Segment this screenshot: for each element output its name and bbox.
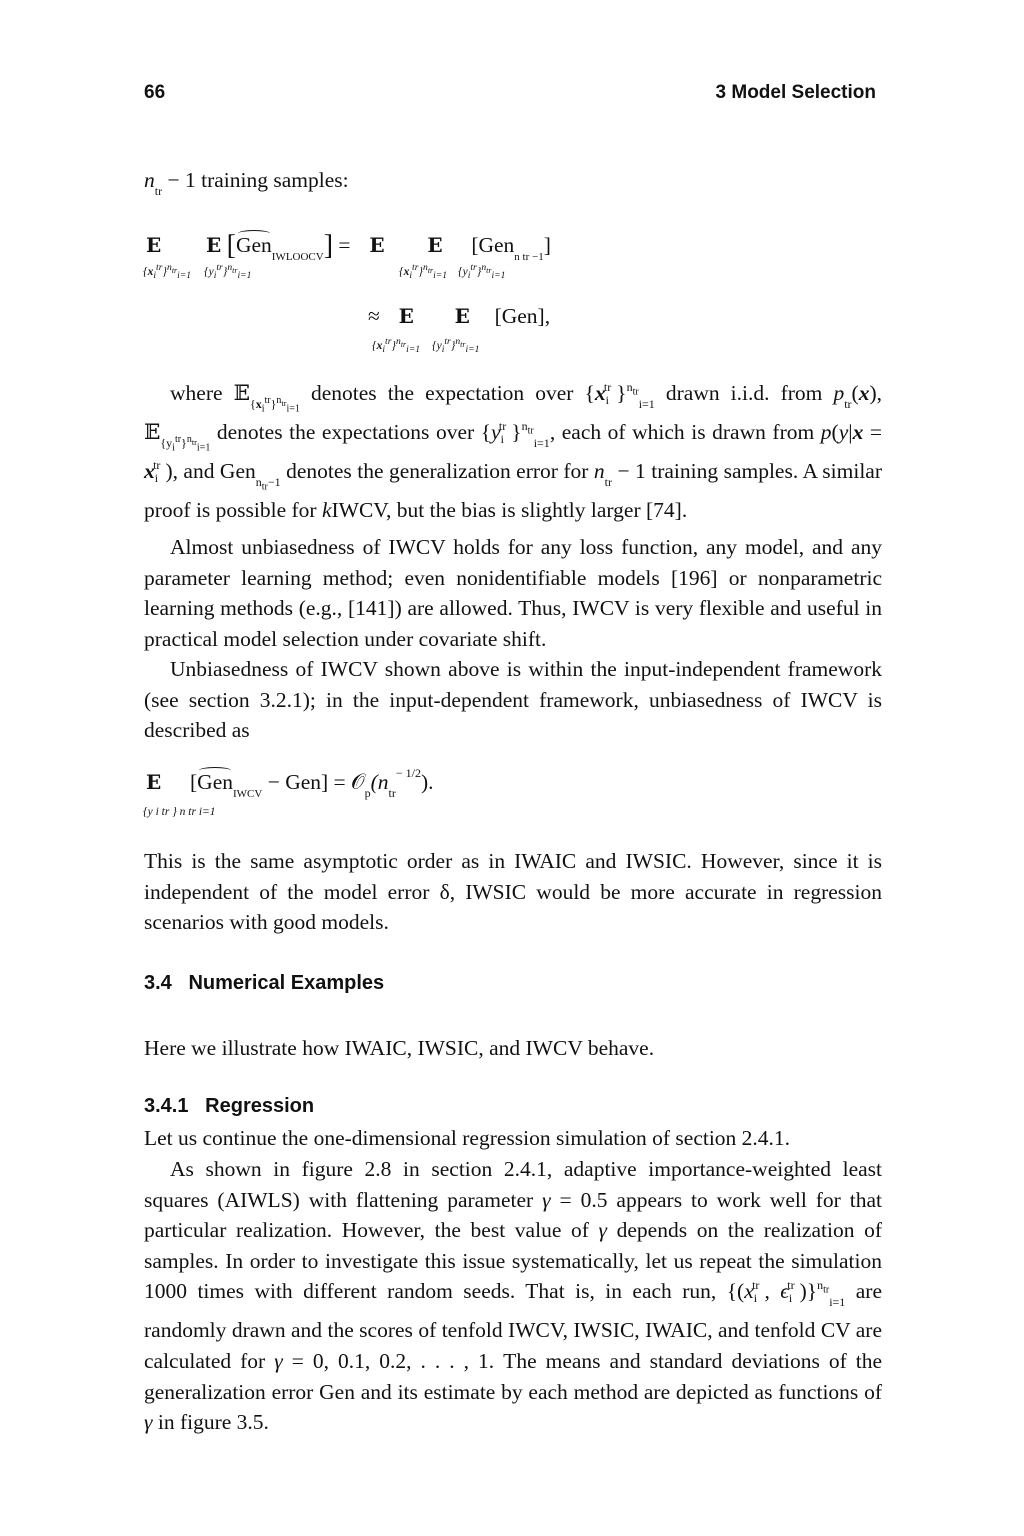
paragraph-asymptotic-order: This is the same asymptotic order as in IWAIC and IWSIC. However, since it is independent of the model error δ, IWSIC would be more accurate in regression scenarios with good models.: [144, 849, 882, 935]
expectation-op: E: [146, 770, 162, 794]
order-exponent: − 1/2: [395, 766, 421, 780]
expectation-op: E: [146, 233, 162, 257]
section-number: 3.4: [144, 972, 172, 994]
page-number: 66: [144, 82, 166, 103]
equation-rest: − Gen] = 𝒪: [262, 770, 365, 794]
approx-sign: ≈: [368, 304, 380, 328]
section-number: 3.4.1: [144, 1095, 189, 1117]
expectation-op: E: [454, 304, 470, 328]
paragraph-almost-unbiasedness: Almost unbiasedness of IWCV holds for any loss function, any model, and any parameter learning method; even nonidentifiable models [196] or nonparametric learning methods (e.g., [141]) are allowed. Thus, IWCV is very flexible and useful in practical model selection under covariate shift.: [144, 535, 882, 651]
gen-approx: [Gen],: [494, 304, 551, 328]
gen-hat-subscript: IWLOOCV: [271, 251, 324, 263]
equation-iwloocv: E $\{x_i^{tr}\}^{n_{tr}}_{i=1}$ E $\{y_i^{tr}\}^{n_{tr}}_{i=1}$ [Gen$_{IWLOOCV}$] = E $\{x_i^{tr}\}^{n_{tr}}_{i=1}$ E $\{y_i^{tr}\}^{n_{tr}}_{i=1}$ [Gen$_{n tr -1}$]: [143, 230, 551, 282]
gen-hat-iwcv: Gen: [197, 770, 233, 794]
equation-iwcv-unbiasedness: [143, 766, 566, 830]
expectation-subscript: {y i tr } n tr i=1: [143, 806, 216, 818]
paragraph-illustrate: Here we illustrate how IWAIC, IWSIC, and IWCV behave.: [144, 1036, 655, 1060]
order-argument: (n: [370, 770, 389, 794]
expectation-op: E: [369, 233, 385, 257]
paragraph-continue: Let us continue the one-dimensional regression simulation of section 2.4.1.: [144, 1126, 791, 1150]
gen-rhs-close: ]: [543, 233, 551, 257]
chapter-title: 3 Model Selection: [715, 82, 876, 103]
section-heading-3-4-1: [144, 1095, 314, 1118]
expectation-op: E: [398, 304, 414, 328]
equals-sign: =: [338, 233, 351, 257]
order-argument-subscript: tr: [388, 786, 396, 800]
paragraph-input-dependent: Unbiasedness of IWCV shown above is within the input-independent framework (see section 3.2.1); in the input-dependent framework, unbiasedness of IWCV is described as: [144, 657, 882, 743]
equation-approx: ≈ E $\{x_i^{tr}\}^{n_{tr}}_{i=1}$ E $\{y_i^{tr}\}^{n_{tr}}_{i=1}$ [Gen],: [368, 304, 551, 356]
gen-hat: Gen: [235, 233, 272, 257]
gen-rhs: [Gen: [471, 233, 515, 257]
bracket-open: [: [190, 770, 198, 794]
intro-line: $n_{tr} - 1$ training samples:: [144, 168, 349, 198]
expectation-op: E: [427, 233, 443, 257]
order-subscript: p: [364, 786, 371, 800]
paragraph-where: where 𝔼$_{\{x_i^{tr}\}^{n_{tr}}_{i=1}}$ denotes the expectation over {$xi^{tr}$ }$^{n_{tr}}_{i=1}$ drawn i.i.d. from $p_{tr}(x)$, 𝔼$_{\{y_i^{tr}\}^{n_{tr}}_{i=1}}$ denotes the expectations over {$yi^{tr}$ }$^{n_{tr}}_{i=1}$, each of which is drawn from $p(y|x = xi^{tr}$ ), and Gen$_{n_{tr}-1}$ denotes the generalization error for $n_{tr} - 1$ training samples. A similar proof is possible for kIWCV, but the bias is slightly larger [74].: [144, 380, 882, 522]
gen-hat-iwcv-subscript: IWCV: [233, 788, 263, 800]
section-title: Numerical Examples: [188, 972, 385, 994]
paragraph-aiwls: As shown in figure 2.8 in section 2.4.1, adaptive importance-weighted least squares (AIWLS) with flattening parameter γ = 0.5 appears to work well for that particular realization. However, the best value of γ depends on the realization of samples. In order to investigate this issue systematically, let us repeat the simulation 1000 times with different random seeds. That is, in each run, {($xi^{tr}$ , $\epsilon i^{tr}$ )}$^{n_{tr}}_{i=1}$ are randomly drawn and the scores of tenfold IWCV, IWSIC, IWAIC, and tenfold CV are calculated for γ = 0, 0.1, 0.2, . . . , 1. The means and standard deviations of the generalization error Gen and its estimate by each method are depicted as functions of γ in figure 3.5.: [144, 1157, 883, 1435]
order-close: ).: [420, 770, 434, 794]
section-heading-3-4: [144, 972, 384, 995]
section-title: Regression: [205, 1095, 315, 1117]
gen-rhs-subscript: n tr −1: [514, 251, 544, 263]
expectation-op: E: [206, 233, 222, 257]
